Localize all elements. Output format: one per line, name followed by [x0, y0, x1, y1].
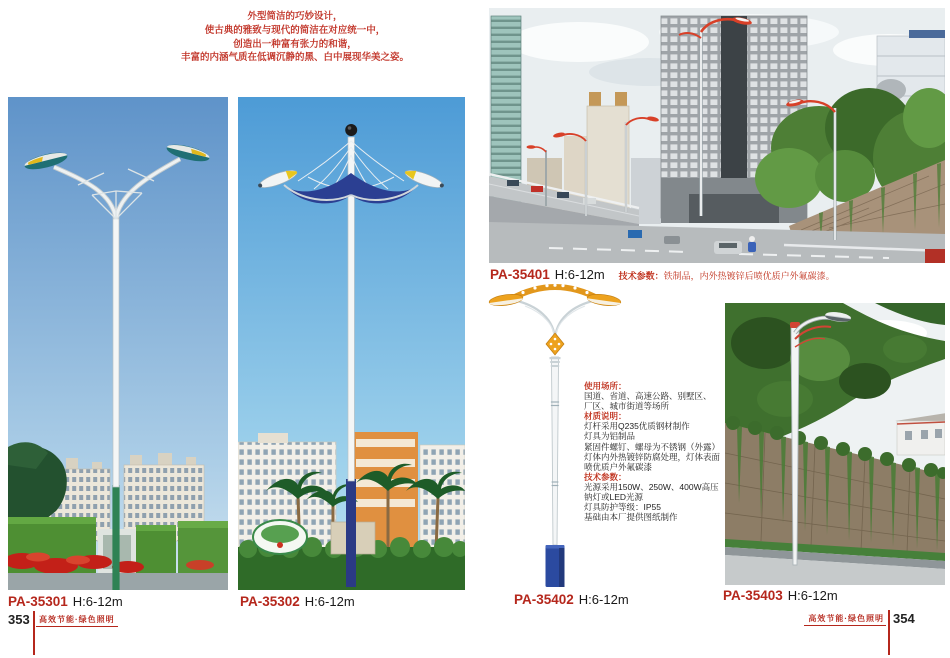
footer-underline-right	[804, 625, 886, 626]
lamp-head-left	[488, 292, 523, 307]
product-label-pa35401	[490, 266, 835, 284]
spec-heading: 技术参数：	[584, 471, 627, 482]
spec-line: 紧固件螺钉、螺母为不锈钢（外露）	[584, 441, 721, 452]
product-height: H:6-12m	[787, 588, 838, 603]
collar-rings	[550, 357, 561, 367]
product-code: PA-35403	[723, 588, 783, 603]
footer-divider-right	[888, 610, 890, 655]
footer-divider-left	[33, 611, 35, 655]
product-height: H:6-12m	[72, 594, 123, 609]
specs-block	[584, 381, 722, 522]
product-height: H:6-12m	[304, 594, 355, 609]
footer-slogan-left: 高效节能·绿色照明	[39, 615, 115, 624]
product-code: PA-35401	[490, 267, 550, 282]
product-label-pa35301	[8, 593, 123, 611]
pole	[552, 357, 559, 545]
base	[546, 545, 565, 587]
diamond-ornament	[546, 333, 564, 355]
spec-line: 基础由本厂提供图纸制作	[584, 512, 678, 523]
footer-slogan-right: 高效节能·绿色照明	[808, 614, 884, 623]
intro-text	[145, 10, 445, 65]
product-label-pa35302	[240, 593, 355, 611]
intro-line: 创造出一种富有张力的和谐，	[233, 38, 357, 50]
photo-pa35403	[725, 303, 945, 585]
spec-line: 灯具为铝制品	[584, 431, 636, 442]
photo-pa35302	[238, 97, 465, 590]
spec-line: 灯杆采用Q235优质钢材制作	[584, 421, 690, 432]
product-label-pa35403	[723, 587, 838, 605]
spec-heading: 使用场所：	[584, 381, 627, 391]
product-height: H:6-12m	[554, 267, 605, 282]
intro-line: 丰富的内涵气质在低调沉静的黑、白中展现华美之姿。	[180, 52, 409, 64]
spec-line: 光源采用150W、250W、400W高压	[584, 481, 719, 492]
intro-line: 使古典的雅致与现代的简洁在对应统一中，	[204, 24, 386, 36]
lamp-head-right	[586, 292, 621, 307]
product-code: PA-35301	[8, 594, 68, 609]
crown	[511, 284, 599, 299]
spec-line: 厂区、城市街道等场所	[584, 401, 670, 412]
product-height: H:6-12m	[578, 592, 629, 607]
photo-pa35401	[489, 8, 945, 263]
product-code: PA-35402	[514, 592, 574, 607]
spec-line: 灯体内外热镀锌防腐处理，灯体表面	[584, 451, 721, 462]
photo-pa35301	[8, 97, 228, 590]
spec-line: 国道、省道、高速公路、别墅区、	[584, 391, 712, 402]
product-label-pa35402	[514, 591, 629, 609]
spec-line: 灯具防护等级：IP55	[584, 502, 661, 513]
footer-underline-left	[36, 626, 118, 627]
intro-line: 外型简洁的巧妙设计，	[247, 11, 343, 22]
spec-line: 钠灯或LED光源	[584, 492, 644, 503]
product-code: PA-35302	[240, 594, 300, 609]
spec-line: 喷优质户外氟碳漆	[584, 461, 653, 472]
oval-sign	[253, 520, 307, 554]
page-number-right: 354	[893, 611, 915, 626]
product-note: 技术参数：铁制品，内外热镀锌后喷优质户外氟碳漆。	[618, 271, 835, 281]
spec-heading: 材质说明：	[584, 411, 627, 422]
page-number-left: 353	[8, 612, 30, 627]
